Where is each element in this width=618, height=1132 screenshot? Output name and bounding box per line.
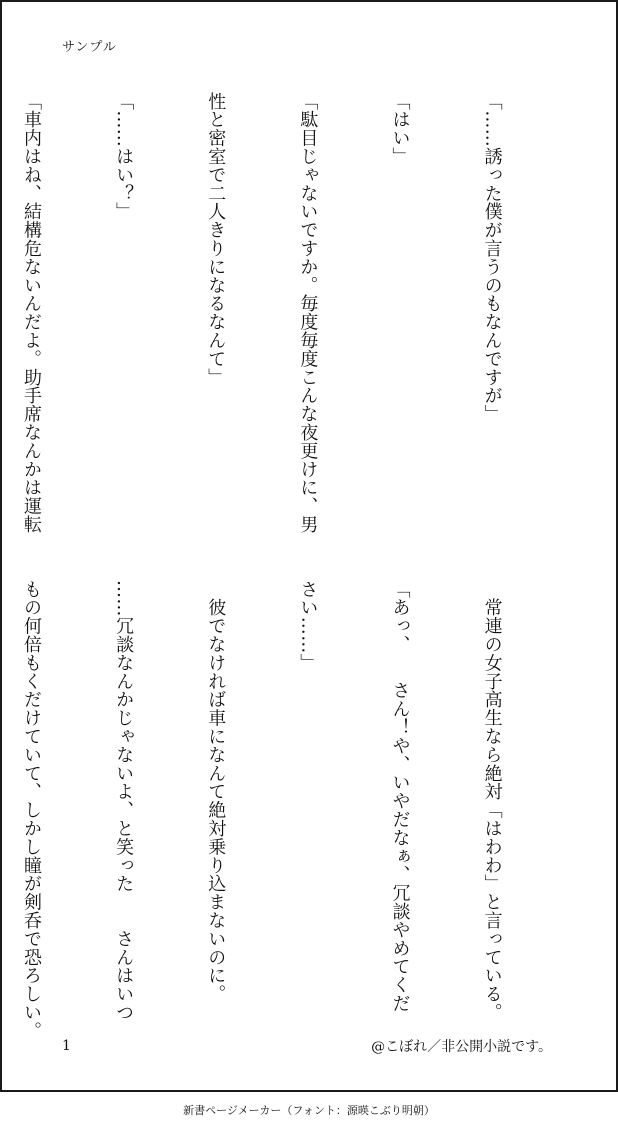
generator-caption: 新書ページメーカー（フォント：源暎こぶり明朝） [183,1104,435,1117]
text-block-bottom [0,580,568,1040]
text-line: さい……」 [297,580,319,672]
text-line: 「駄目じゃないですか。毎度毎度こんな夜更けに、男 [297,92,319,534]
text-line: ……冗談なんかじゃないよ、と笑った さんはいつ [113,580,135,1022]
text-block-top [0,92,568,532]
text-line: 「……はい？」 [113,92,135,221]
text-line: 「車内はね、結構危ないんだよ。助手席なんかは運転 [21,92,43,534]
text-line: もの何倍もくだけていて、しかし瞳が剣呑で恐ろしい。 [21,580,43,1040]
text-line: 常連の女子高生なら絶対「はわわ」と言っている。 [481,580,503,1022]
text-line: 「……誘った僕が言うのもなんですが」 [481,92,503,424]
page-number: 1 [62,1038,71,1054]
text-line: 「あっ、 さん！や、いやだなぁ、冗談やめてくだ [389,580,411,1013]
page-header-label: サンプル [62,40,117,55]
text-line: 性と密室で二人きりになるなんて」 [205,92,227,387]
footer-note: @こぼれ／非公開小説です。 [371,1039,552,1055]
text-line: 彼でなければ車になんて絶対乗り込まないのに。 [205,580,227,1004]
text-line: 「はい」 [389,92,411,166]
